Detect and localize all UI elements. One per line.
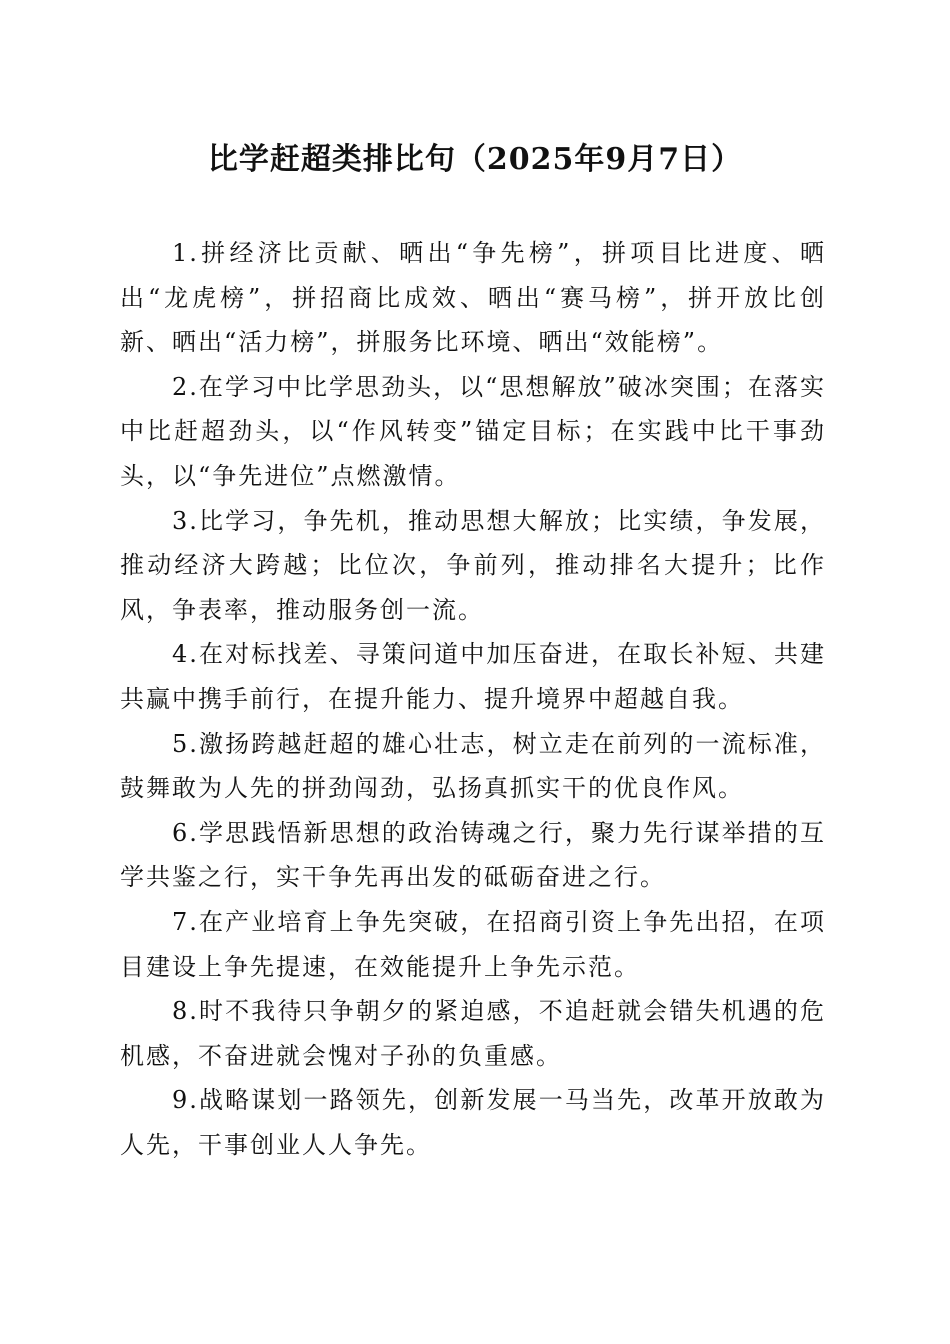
sentence-item-6: 6.学思践悟新思想的政治铸魂之行，聚力先行谋举措的互学共鉴之行，实干争先再出发的砥砺奋进之行。 [120, 818, 826, 892]
sentence-item-9: 9.战略谋划一路领先，创新发展一马当先，改革开放敢为人先，干事创业人人争先。 [120, 1086, 826, 1159]
sentence-item-8: 8.时不我待只争朝夕的紧迫感，不追赶就会错失机遇的危机感，不奋进就会愧对子孙的负重感。 [120, 997, 826, 1070]
sentence-item-4: 4.在对标找差、寻策问道中加压奋进，在取长补短、共建共赢中携手前行，在提升能力、提升境界中超越自我。 [120, 640, 826, 713]
sentence-list [120, 231, 826, 1167]
sentence-item-7: 7.在产业培育上争先突破，在招商引资上争先出招，在项目建设上争先提速，在效能提升上争先示范。 [120, 907, 826, 981]
sentence-item-3: 3.比学习，争先机，推动思想大解放；比实绩，争发展，推动经济大跨越；比位次，争前列，推动排名大提升；比作风，争表率，推动服务创一流。 [120, 506, 826, 624]
sentence-item-2: 2.在学习中比学思劲头，以“思想解放”破冰突围；在落实中比赶超劲头，以“作风转变”锚定目标；在实践中比干事劲头，以“争先进位”点燃激情。 [120, 372, 826, 490]
sentence-item-1: 1.拼经济比贡献、晒出“争先榜”，拼项目比进度、晒出“龙虎榜”，拼招商比成效、晒出“赛马榜”，拼开放比创新、晒出“活力榜”，拼服务比环境、晒出“效能榜”。 [120, 239, 826, 357]
document-title: 比学赶超类排比句（2025年9月7日） [207, 142, 743, 177]
sentence-item-5: 5.激扬跨越赶超的雄心壮志，树立走在前列的一流标准，鼓舞敢为人先的拼劲闯劲，弘扬真抓实干的优良作风。 [120, 729, 826, 803]
